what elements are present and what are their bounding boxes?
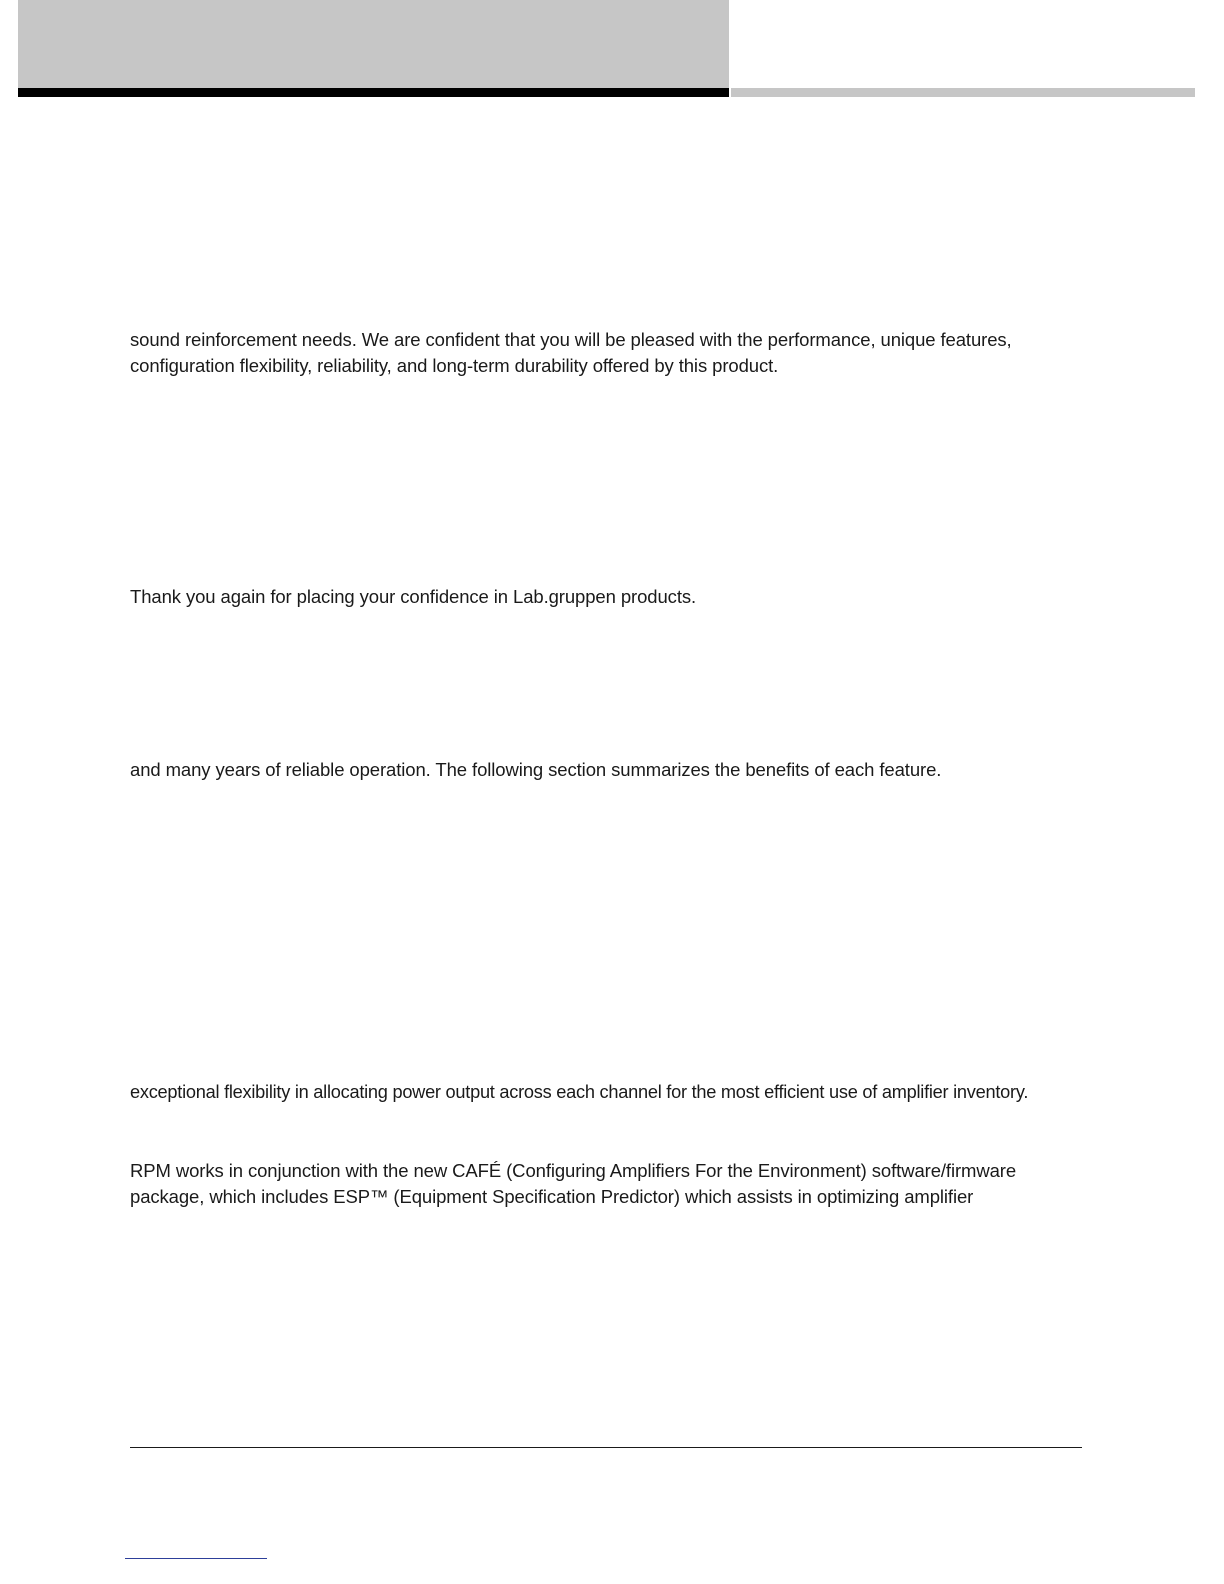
header-rule-light xyxy=(731,88,1195,97)
paragraph-flexibility xyxy=(130,1079,1028,1105)
footer-link-underline[interactable] xyxy=(125,1558,267,1559)
paragraph-thanks xyxy=(130,584,696,610)
paragraph-features-intro xyxy=(130,757,941,783)
footer-rule xyxy=(130,1447,1082,1448)
paragraph-line: exceptional flexibility in allocating power output across each channel for the most efficient use of amplifier inventory. xyxy=(130,1082,1029,1102)
paragraph-line: Thank you again for placing your confidence in Lab.gruppen products. xyxy=(130,586,697,607)
paragraph-line: package, which includes ESP™ (Equipment Specification Predictor) which assists in optimizing amplifier xyxy=(130,1186,974,1207)
paragraph-intro xyxy=(130,327,1012,379)
paragraph-line: sound reinforcement needs. We are confident that you will be pleased with the performance, unique features, xyxy=(130,329,1012,350)
paragraph-line: RPM works in conjunction with the new CAFÉ (Configuring Amplifiers For the Environment) software/firmware xyxy=(130,1160,1017,1181)
header-band xyxy=(18,0,729,88)
paragraph-rpm xyxy=(130,1158,1016,1210)
paragraph-line: and many years of reliable operation. The following section summarizes the benefits of each feature. xyxy=(130,759,942,780)
header-rule-dark xyxy=(18,88,729,97)
paragraph-line: configuration flexibility, reliability, and long-term durability offered by this product. xyxy=(130,355,779,376)
